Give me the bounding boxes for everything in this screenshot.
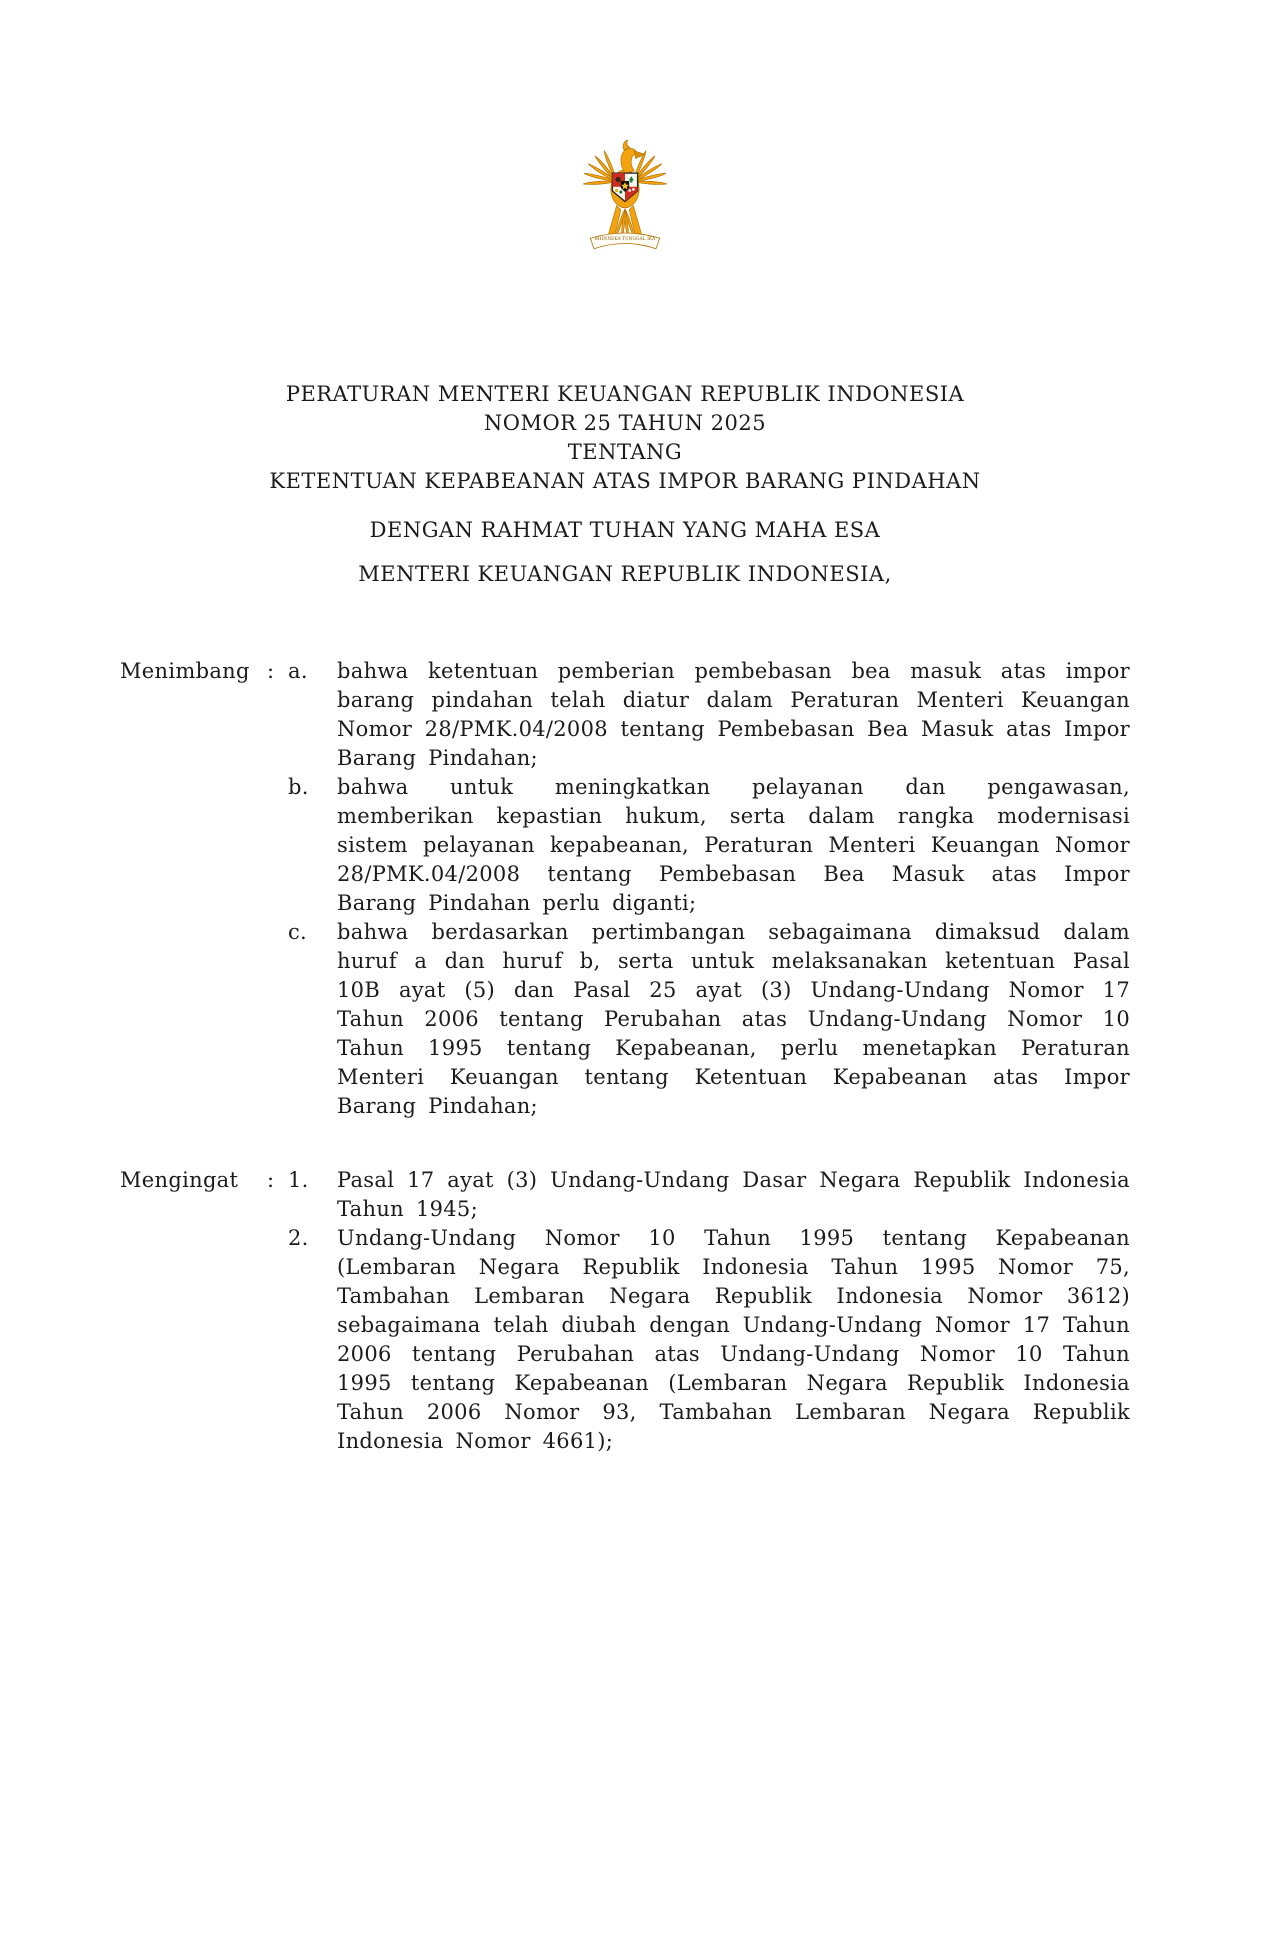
invocation-line: DENGAN RAHMAT TUHAN YANG MAHA ESA (369, 518, 881, 542)
legal-basis-item-2 (288, 1224, 1130, 1456)
right-leg (629, 206, 642, 237)
item-marker: a. (288, 659, 308, 683)
consideration-item-a (288, 657, 1130, 773)
chain-symbol (628, 189, 631, 192)
paddy-symbol (615, 189, 618, 192)
section-mengingat (120, 1166, 1130, 1456)
section-items (288, 657, 1130, 1121)
section-items (288, 1166, 1130, 1456)
title-block (120, 380, 1130, 496)
item-text: bahwa berdasarkan pertimbangan sebagaimana dimaksud dalam huruf a dan huruf b, serta untuk melaksanakan ketentuan Pasal 10B ayat (5) dan Pasal 25 ayat (3) Undang-Undang Nomor 17 Tahun 2006 tentang Perubahan atas Undang-Undang Nomor 10 Tahun 1995 tentang Kepabeanan, perlu menetapkan Peraturan Menteri Keuangan tentang Ketentuan Kepabeanan atas Impor Barang Pindahan; (337, 920, 1130, 1118)
title-line-tentang: TENTANG (567, 440, 683, 464)
bull-symbol (616, 177, 621, 182)
item-text: bahwa ketentuan pemberian pembebasan bea masuk atas impor barang pindahan telah diatur dalam Peraturan Menteri Keuangan Nomor 28/PMK.04/2008 tentang Pembebasan Bea Masuk atas Impor Barang Pindahan; (337, 659, 1130, 770)
garuda-pancasila-emblem (562, 112, 688, 270)
authority-line: MENTERI KEUANGAN REPUBLIK INDONESIA, (358, 562, 892, 586)
left-leg (608, 206, 621, 237)
item-marker: b. (288, 775, 309, 799)
emblem-container (120, 112, 1130, 270)
title-line-subject: KETENTUAN KEPABEANAN ATAS IMPOR BARANG PINDAHAN (269, 469, 981, 493)
item-marker: c. (288, 920, 308, 944)
motto-ribbon (590, 233, 659, 249)
consideration-item-b (288, 773, 1130, 918)
item-text: Undang-Undang Nomor 10 Tahun 1995 tentang Kepabeanan (Lembaran Negara Republik Indonesia Tahun 1995 Nomor 75, Tambahan Lembaran Negara Republik Indonesia Nomor 3612) sebagaimana telah diubah dengan Undang-Undang Nomor 17 Tahun 2006 tentang Perubahan atas Undang-Undang Nomor 10 Tahun 1995 tentang Kepabeanan (Lembaran Negara Republik Indonesia Tahun 2006 Nomor 93, Tambahan Lembaran Negara Republik Indonesia Nomor 4661); (337, 1226, 1130, 1453)
item-text: Pasal 17 ayat (3) Undang-Undang Dasar Negara Republik Indonesia Tahun 1945; (337, 1168, 1130, 1221)
motto-text: BHINNEKA TUNGGAL IKA (594, 235, 656, 241)
item-marker: 2. (288, 1226, 309, 1250)
item-text: bahwa untuk meningkatkan pelayanan dan pengawasan, memberikan kepastian hukum, serta dalam rangka modernisasi sistem pelayanan kepabeanan, Peraturan Menteri Keuangan Nomor 28/PMK.04/2008 tentang Pembebasan Bea Masuk atas Impor Barang Pindahan perlu diganti; (337, 775, 1130, 915)
head (621, 148, 637, 173)
title-line-number: NOMOR 25 TAHUN 2025 (483, 411, 767, 435)
consideration-item-c (288, 918, 1130, 1121)
cotton-symbol (619, 190, 622, 193)
title-line-regulation: PERATURAN MENTERI KEUANGAN REPUBLIK INDONESIA (285, 382, 965, 406)
section-label: Menimbang (120, 659, 250, 683)
section-menimbang (120, 657, 1130, 1121)
section-colon: : (267, 659, 275, 683)
legal-basis-item-1 (288, 1166, 1130, 1224)
chain-symbol-2 (632, 188, 635, 191)
section-colon: : (267, 1168, 275, 1192)
section-label: Mengingat (120, 1168, 239, 1192)
item-marker: 1. (288, 1168, 309, 1192)
